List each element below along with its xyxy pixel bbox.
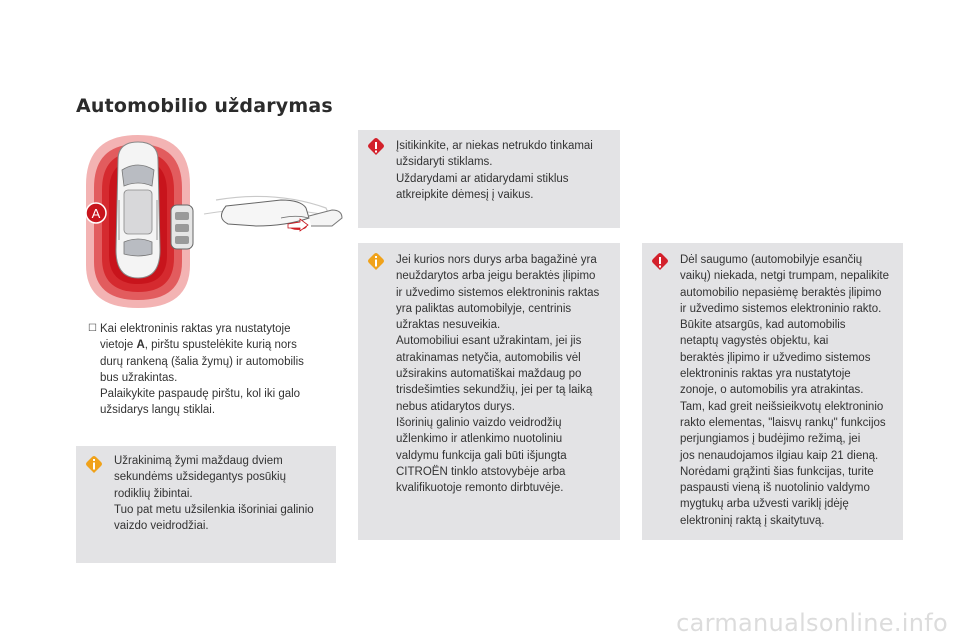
box-line: CITROËN tinklo atstovybėje arba xyxy=(396,465,566,478)
box-line: nebus atidarytos durys. xyxy=(396,400,515,413)
box-line: atrakinamas netyčia, automobilis vėl xyxy=(396,351,581,364)
warning-box-safety xyxy=(642,243,903,540)
box-line: yra paliktas automobilyje, centrinis xyxy=(396,302,572,315)
box-line: Būkite atsargūs, kad automobilis xyxy=(680,319,846,332)
box-line: Tam, kad greit neišsieikvotų elektroninio xyxy=(680,400,884,413)
box-line: elektroninį raktą į skaitytuvą. xyxy=(680,514,825,527)
box-line: ir užvedimo sistemos elektroninis raktas xyxy=(396,286,600,299)
bullet-line: durų rankeną (šalia žymų) ir automobilis xyxy=(100,355,304,368)
box-line: jos nenaudojamos ilgiau kaip 21 dieną. xyxy=(680,449,879,462)
bullet-marker-icon: ☐ xyxy=(88,323,97,334)
box-line: netaptų vagystės objektu, kai xyxy=(680,335,829,348)
locking-instruction xyxy=(88,321,333,419)
box-line: rodiklių žibintai. xyxy=(114,487,193,500)
box-line: neuždarytos arba jeigu beraktės įlipimo xyxy=(396,270,596,283)
box-line: mygtukų arba užvesti variklį įdėję xyxy=(680,498,849,511)
box-line: rakto elementas, "laisvų rankų" funkcijos xyxy=(680,416,886,429)
box-line: užraktas nesuveikia. xyxy=(396,319,501,332)
box-line: Išorinių galinio vaizdo veidrodžių xyxy=(396,416,562,429)
box-line: Dėl saugumo (automobilyje esančių xyxy=(680,254,863,266)
box-line: užlenkimo ir atlenkimo nuotoliniu xyxy=(396,433,563,446)
box-line: kvalifikuotoje remonto dirbtuvėje. xyxy=(396,482,564,495)
info-icon xyxy=(367,253,385,271)
exclamation-icon xyxy=(651,253,669,271)
box-line: Automobiliui esant užrakintam, jei jis xyxy=(396,335,582,348)
info-box-central-locking xyxy=(358,243,620,540)
electronic-key xyxy=(171,205,193,249)
info-box-turn-signals xyxy=(76,446,336,563)
box-line: elektroninis raktas yra nustatytoje xyxy=(680,368,851,381)
box-line: ir užvedimo sistemos elektroninio rakto. xyxy=(680,302,882,315)
box-line: trisdešimties sekundžių, jei per tą laiką xyxy=(396,384,593,397)
box-line: Įsitikinkite, ar niekas netrukdo tinkamai xyxy=(396,140,593,152)
box-line: paspausti vieną iš nuotolinio valdymo xyxy=(680,482,870,495)
box-line: automobilio nepasiėmę beraktės įlipimo xyxy=(680,286,882,299)
box-line: Jei kurios nors durys arba bagažinė yra xyxy=(396,254,597,266)
car-top-view xyxy=(116,142,160,278)
bullet-line: vietoje A, pirštu spustelėkite kurią nors xyxy=(100,339,297,352)
page-title: Automobilio uždarymas xyxy=(76,95,333,117)
box-line: sekundėms užsidegantys posūkių xyxy=(114,471,286,484)
bullet-line: Kai elektroninis raktas yra nustatytoje xyxy=(100,323,291,335)
box-line: vaikų) niekada, netgi trumpam, nepalikite xyxy=(680,270,890,283)
box-line: atkreipkite dėmesį į vaikus. xyxy=(396,188,534,201)
box-line: zonoje, o automobilis yra atrakintas. xyxy=(680,384,864,397)
warning-box-windows xyxy=(358,130,620,228)
box-line: vaizdo veidrodžiai. xyxy=(114,520,209,533)
box-line: užsirakins automatiškai maždaug po xyxy=(396,368,582,381)
car-locking-illustration xyxy=(76,130,346,310)
box-line: Uždarydami ar atidarydami stiklus xyxy=(396,172,569,185)
door-handle-hand xyxy=(204,196,342,231)
bullet-line: užsidarys langų stiklai. xyxy=(100,404,216,417)
exclamation-icon xyxy=(367,138,385,156)
zone-marker-a xyxy=(86,203,106,223)
box-line: valdymu funkcija gali būti išjungta xyxy=(396,449,567,462)
box-line: beraktės įlipimo ir užvedimo sistemos xyxy=(680,351,871,364)
box-line: Tuo pat metu užsilenkia išoriniai galinio xyxy=(114,503,314,516)
box-line: perjungiamos į budėjimo režimą, jei xyxy=(680,433,861,446)
zone-marker-label: A xyxy=(91,206,101,221)
info-icon xyxy=(85,456,103,474)
box-line: Norėdami grąžinti šias funkcijas, turite xyxy=(680,465,874,478)
bullet-line: bus užrakintas. xyxy=(100,371,178,384)
box-line: užsidaryti stiklams. xyxy=(396,156,493,169)
bullet-line: Palaikykite paspaudę pirštu, kol iki galo xyxy=(100,388,301,401)
watermark: carmanualsonline.info xyxy=(676,609,948,637)
box-line: Užrakinimą žymi maždaug dviem xyxy=(114,455,283,467)
